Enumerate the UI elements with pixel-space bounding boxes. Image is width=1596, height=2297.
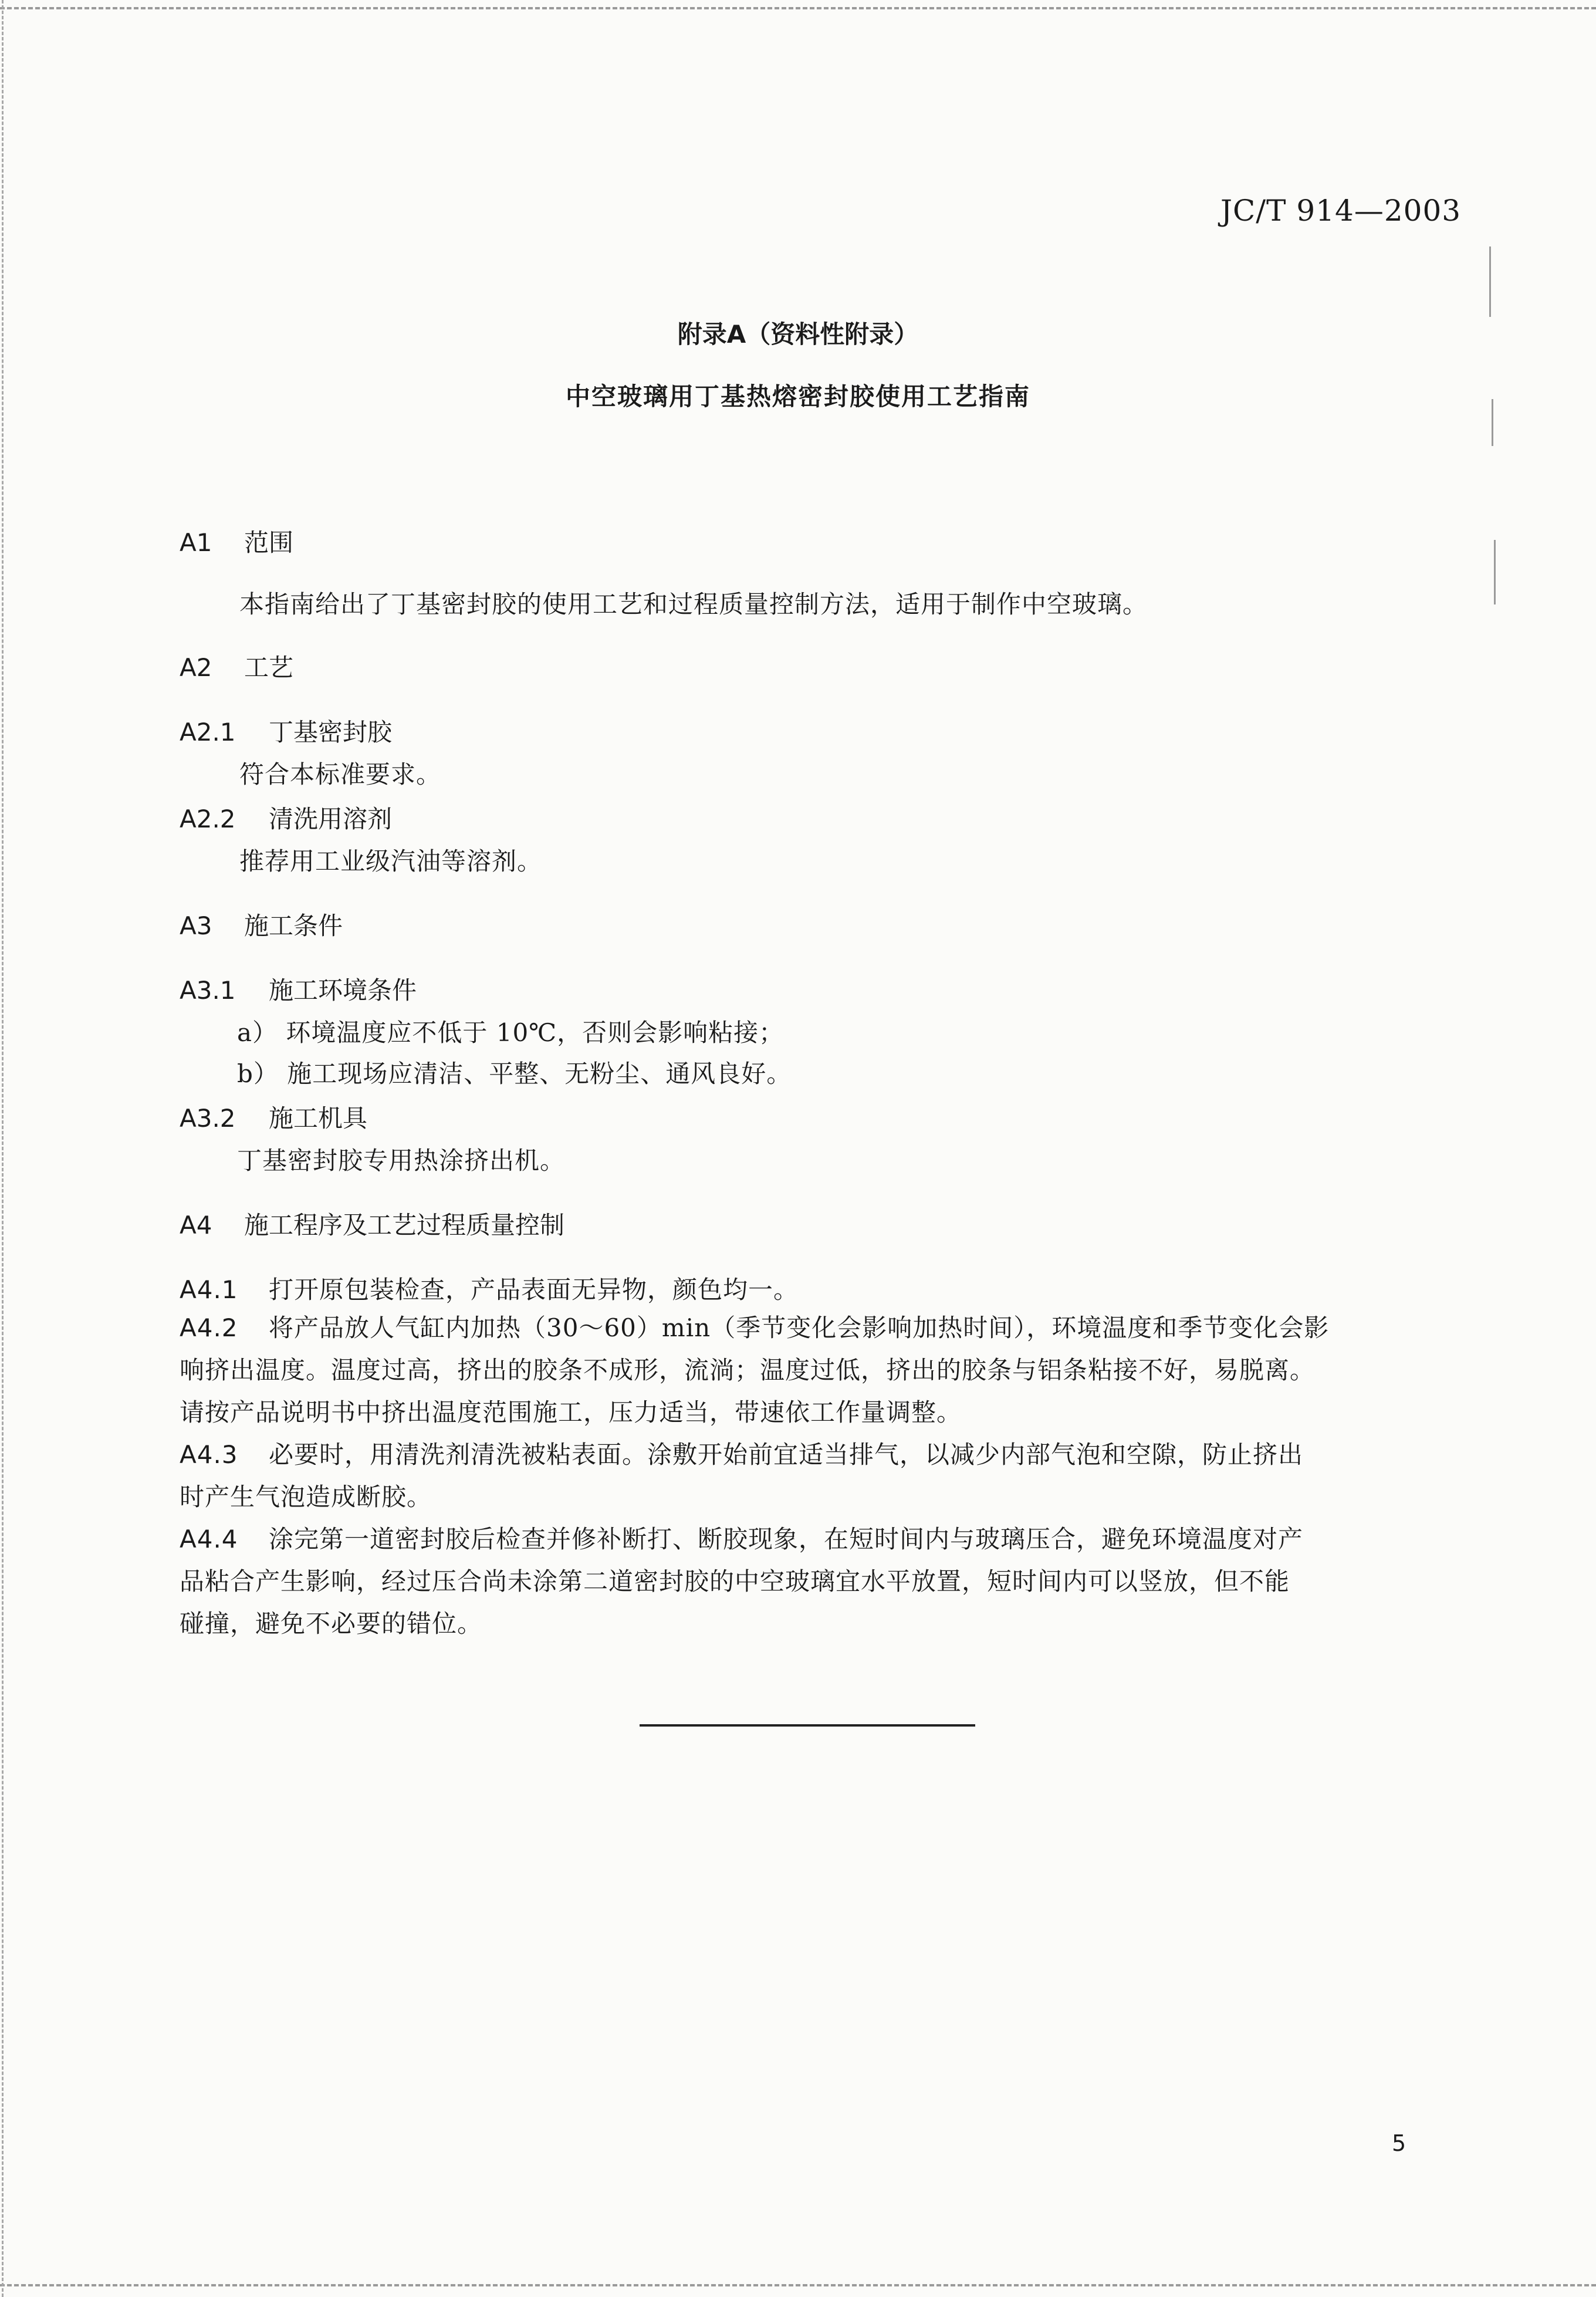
subsection-number: A3.1: [180, 976, 236, 1005]
paragraph-a4-1: [180, 1271, 799, 1306]
section-title: 范围: [244, 528, 294, 557]
subsection-heading-a3-1: [180, 971, 417, 1006]
paragraph-a4-3: [180, 1435, 1303, 1471]
subsection-title: 清洗用溶剂: [269, 805, 393, 833]
subsection-title: 施工机具: [269, 1104, 368, 1133]
annex-title: 附录A（资料性附录）: [677, 320, 919, 349]
scan-mark: [1489, 246, 1491, 317]
end-rule: [640, 1724, 975, 1727]
paragraph-text: 涂完第一道密封胶后检查并修补断打、断胶现象，在短时间内与玻璃压合，避免环境温度对产: [269, 1525, 1304, 1553]
subsection-number: A2.1: [180, 718, 236, 746]
paragraph-text: 将产品放人气缸内加热（30～60）min（季节变化会影响加热时间），环境温度和季节变化会影: [269, 1313, 1330, 1342]
paragraph-number: A4.4: [180, 1525, 238, 1553]
paragraph-number: A4.2: [180, 1313, 238, 1342]
subsection-body-a2-1: 符合本标准要求。: [239, 760, 442, 789]
subsection-number: A2.2: [180, 805, 236, 833]
guide-title: 中空玻璃用丁基热熔密封胶使用工艺指南: [565, 382, 1030, 411]
paragraph-number: A4.1: [180, 1275, 238, 1304]
section-heading-a4: [180, 1206, 564, 1241]
section-number: A2: [180, 653, 212, 682]
section-body-a1: 本指南给出了丁基密封胶的使用工艺和过程质量控制方法，适用于制作中空玻璃。: [239, 590, 1148, 619]
subsection-number: A3.2: [180, 1104, 236, 1133]
list-item-b: b） 施工现场应清洁、平整、无粉尘、通风良好。: [237, 1059, 792, 1088]
paragraph-a4-2-cont: 请按产品说明书中挤出温度范围施工，压力适当，带速依工作量调整。: [180, 1398, 962, 1427]
paragraph-a4-2-cont: 响挤出温度。温度过高，挤出的胶条不成形，流淌；温度过低，挤出的胶条与铝条粘接不好，易脱离。: [180, 1356, 1316, 1384]
subsection-title: 丁基密封胶: [269, 718, 393, 746]
section-title: 施工程序及工艺过程质量控制: [244, 1211, 565, 1239]
section-heading-a3: [180, 907, 343, 942]
page-number: 5: [1392, 2130, 1406, 2156]
paragraph-number: A4.3: [180, 1440, 238, 1469]
section-heading-a2: [180, 648, 293, 684]
standard-code: JC/T 914—2003: [1220, 194, 1462, 228]
paragraph-a4-2: [180, 1309, 1329, 1344]
list-item-a: a） 环境温度应不低于 10℃，否则会影响粘接；: [237, 1018, 785, 1047]
paragraph-a4-4: [180, 1520, 1303, 1555]
subsection-heading-a3-2: [180, 1099, 367, 1134]
scan-edge-top: [0, 7, 1596, 9]
subsection-title: 施工环境条件: [269, 976, 417, 1005]
paragraph-a4-4-cont: 品粘合产生影响，经过压合尚未涂第二道密封胶的中空玻璃宜水平放置，短时间内可以竖放，但不能: [180, 1567, 1290, 1596]
subsection-heading-a2-1: [180, 713, 392, 748]
paragraph-text: 打开原包装检查，产品表面无异物，颜色均一。: [269, 1275, 799, 1304]
section-number: A4: [180, 1211, 212, 1239]
subsection-body-a2-2: 推荐用工业级汽油等溶剂。: [239, 847, 543, 876]
section-title: 施工条件: [244, 911, 343, 940]
scan-mark: [1494, 540, 1496, 604]
paragraph-text: 必要时，用清洗剂清洗被粘表面。涂敷开始前宜适当排气，以减少内部气泡和空隙，防止挤出: [269, 1440, 1304, 1469]
subsection-heading-a2-2: [180, 800, 392, 835]
section-number: A1: [180, 528, 212, 557]
section-heading-a1: [180, 523, 293, 559]
subsection-body-a3-2: 丁基密封胶专用热涂挤出机。: [237, 1146, 566, 1175]
paragraph-a4-3-cont: 时产生气泡造成断胶。: [180, 1482, 432, 1511]
paragraph-a4-4-cont: 碰撞，避免不必要的错位。: [180, 1609, 483, 1638]
section-title: 工艺: [244, 653, 294, 682]
scan-edge-bottom: [0, 2284, 1596, 2286]
section-number: A3: [180, 911, 212, 940]
